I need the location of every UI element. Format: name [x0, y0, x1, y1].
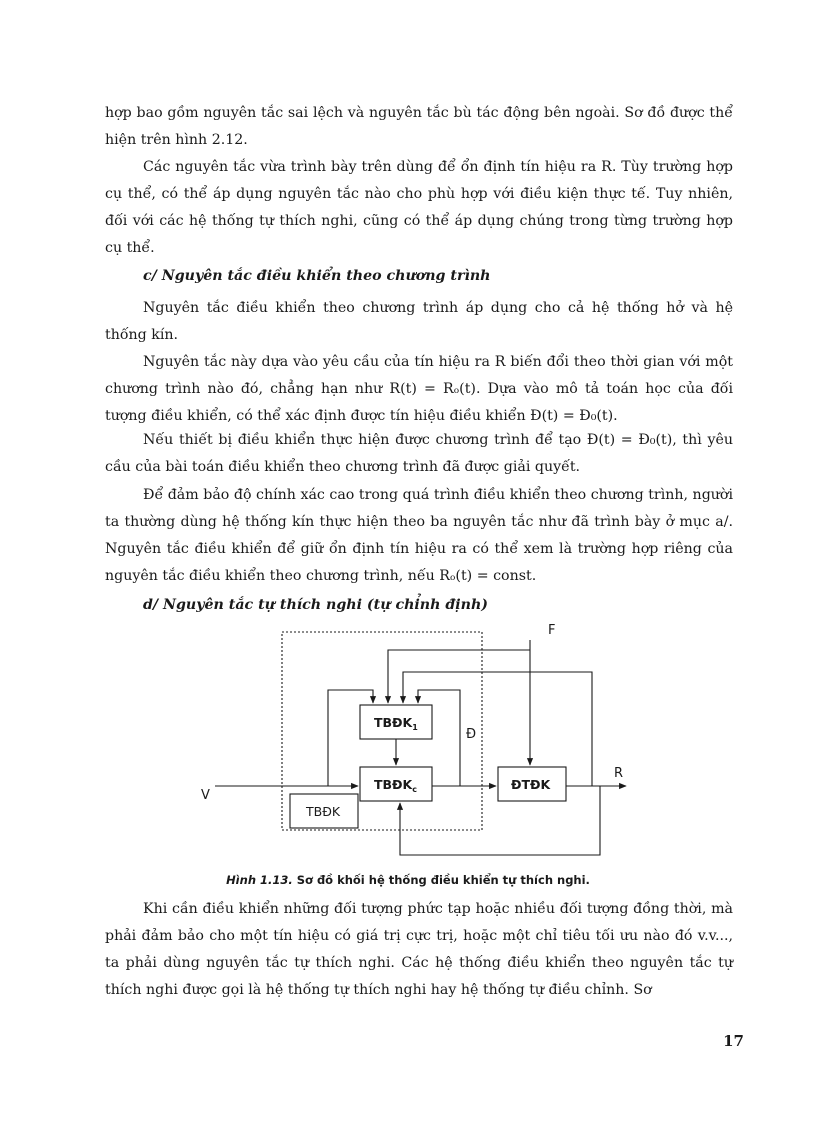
paragraph-2: Các nguyên tắc vừa trình bày trên dùng để ổn định tín hiệu ra R. Tùy trường hợp cụ thể, có thể áp dụng nguyên tắc nào cho phù hợp với điều kiện thực tế. Tuy nhiên, đối với các hệ thống tự thích nghi, cũng có thể áp dụng chúng trong từng trường hợp cụ thể. [105, 159, 733, 256]
figure-caption [0, 873, 816, 887]
caption-text: Sơ đồ khối hệ thống điều khiển tự thích nghi. [292, 873, 590, 887]
paragraph-4: Nguyên tắc này dựa vào yêu cầu của tín hiệu ra R biến đổi theo thời gian với một chương trình nào đó, chẳng hạn như R(t) = Rₒ(t). Dựa vào mô tả toán học của đối tượng điều khiển, có thể xác định được tín hiệu điều khiển Đ(t) = Đ₀(t). [105, 354, 733, 424]
paragraph-5: Nếu thiết bị điều khiển thực hiện được chương trình để tạo Đ(t) = Đ₀(t), thì yêu cầu của bài toán điều khiển theo chương trình đã được giải quyết. [105, 432, 733, 475]
tbdk1-label: $TBĐK_1$ [374, 715, 418, 732]
r-label: R [614, 766, 624, 781]
paragraph-6: Để đảm bảo độ chính xác cao trong quá trình điều khiển theo chương trình, người ta thường dùng hệ thống kín thực hiện theo ba nguyên tắc như đã trình bày ở mục a/. Nguyên tắc điều khiển để giữ ổn định tín hiệu ra có thể xem là trường hợp riêng của nguyên tắc điều khiển theo chương trình, nếu Rₒ(t) = const. [105, 487, 733, 584]
heading-c: c/ Nguyên tắc điều khiển theo chương trình [143, 268, 491, 284]
page-number: 17 [723, 1032, 744, 1050]
tbdkc-label: $TBĐK_c$ [374, 777, 417, 794]
f-label: F [548, 623, 556, 638]
paragraph-7: Khi cần điều khiển những đối tượng phức tạp hoặc nhiều đối tượng đồng thời, mà phải đảm bảo cho một tín hiệu có giá trị cực trị, hoặc một chỉ tiêu tối ưu nào đó v.v..., ta phải dùng nguyên tắc tự thích nghi. Các hệ thống điều khiển theo nguyên tắc tự thích nghi được gọi là hệ thống tự thích nghi hay hệ thống tự điều chỉnh. Sơ [105, 901, 733, 998]
dtdk-label: ĐTĐK [511, 777, 551, 792]
paragraph-1: hợp bao gồm nguyên tắc sai lệch và nguyên tắc bù tác động bên ngoài. Sơ đồ được thể hiện trên hình 2.12. [105, 105, 733, 148]
caption-prefix: Hình 1.13. [226, 873, 293, 887]
paragraph-3: Nguyên tắc điều khiển theo chương trình áp dụng cho cả hệ thống hở và hệ thống kín. [105, 300, 733, 343]
f-to-tbdk1-line [388, 650, 530, 703]
d-label: Đ [466, 727, 477, 742]
tbdk-label: TBĐK [306, 804, 341, 819]
v-label: V [201, 788, 210, 803]
heading-d: d/ Nguyên tắc tự thích nghi (tự chỉnh định) [143, 597, 489, 613]
